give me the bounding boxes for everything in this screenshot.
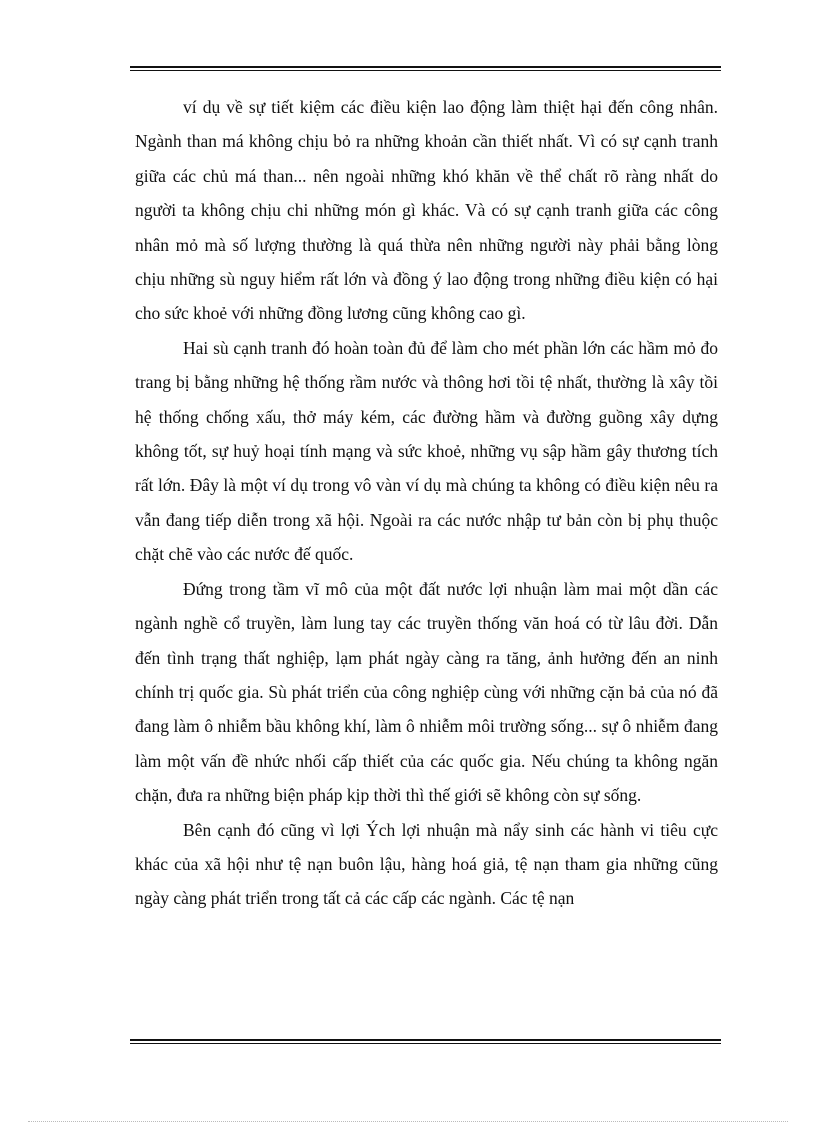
paragraph-4: Bên cạnh đó cũng vì lợi Ých lợi nhuận mà nẩy sinh các hành vi tiêu cực khác của xã hội như tệ nạn buôn lậu, hàng hoá giả, tệ nạn tham gia những cũng ngày càng phát triển trong tất cả các cấp các ngành. Các tệ nạn — [135, 819, 718, 909]
paragraph-3: Đứng trong tầm vĩ mô của một đất nước lợi nhuận làm mai một dần các ngành nghề cổ truyền, làm lung tay các truyền thống văn hoá có từ lâu đời. Dẫn đến tình trạng thất nghiệp, lạm phát ngày càng ra tăng, ảnh hưởng đến an ninh chính trị quốc gia. Sù phát triển của công nghiệp cùng với những cặn bả của nó đã đang làm ô nhiễm bầu không khí, làm ô nhiễm môi trường sống... sự ô nhiễm đang làm một vấn đề nhức nhối cấp thiết của các quốc gia. Nếu chúng ta không ngăn chặn, đưa ra những biện pháp kịp thời thì thế giới sẽ không còn sự sống. — [135, 578, 718, 806]
footer-rule — [130, 1039, 721, 1044]
page-body — [135, 90, 718, 916]
header-rule — [130, 66, 721, 71]
paragraph-2: Hai sù cạnh tranh đó hoàn toàn đủ để làm cho mét phần lớn các hầm mỏ đo trang bị bằng những hệ thống rầm nước và thông hơi tồi tệ nhất, thường là xây tồi hệ thống chống xấu, thở máy kém, các đường hầm và đường guồng xây dựng không tốt, sự huỷ hoại tính mạng và sức khoẻ, những vụ sập hầm gây thương tích rất lớn. Đây là một ví dụ trong vô vàn ví dụ mà chúng ta không có điều kiện nêu ra vẫn đang tiếp diễn trong xã hội. Ngoài ra các nước nhập tư bản còn bị phụ thuộc chặt chẽ vào các nước đế quốc. — [135, 337, 718, 565]
page-edge-dotted-line — [28, 1121, 788, 1122]
paragraph-1: ví dụ về sự tiết kiệm các điều kiện lao động làm thiệt hại đến công nhân. Ngành than má không chịu bỏ ra những khoản cần thiết nhất. Vì có sự cạnh tranh giữa các chủ má than... nên ngoài những khó khăn về thể chất rõ ràng nhất do người ta không chịu chi những món gì khác. Và có sự cạnh tranh giữa các công nhân mỏ mà số lượng thường là quá thừa nên những người này phải bằng lòng chịu những sù nguy hiểm rất lớn và đồng ý lao động trong những điều kiện có hại cho sức khoẻ với những đồng lương cũng không cao gì. — [135, 97, 718, 324]
